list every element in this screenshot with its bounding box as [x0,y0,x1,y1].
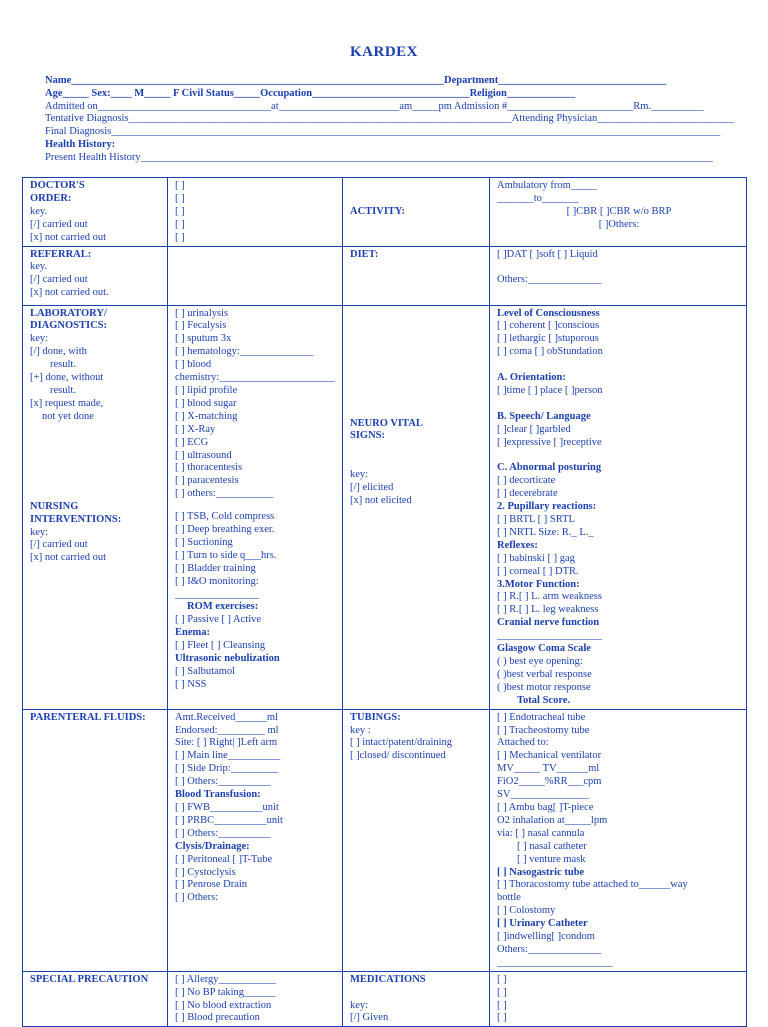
key-text: result. [50,359,76,371]
header-section [45,75,735,165]
precaution-item[interactable]: [ ] Blood precaution [175,1012,260,1024]
checkbox[interactable]: [ ] [175,218,185,230]
urinary-item[interactable]: Others:______________ [497,943,602,955]
loc-option[interactable]: [ ] coherent [ ]conscious [497,320,600,332]
key-text: key : [350,724,371,736]
doctors-order-label: DOCTOR'S [30,180,85,191]
cranial-label: Cranial nerve function [497,617,600,629]
motor-option[interactable]: [ ] R.[ ] L. arm weakness [497,591,602,603]
cbr-options[interactable]: [ ]CBR [ ]CBR w/o BRP [566,205,672,217]
health-history-heading: Health History: [45,138,116,150]
nursing-label-2: INTERVENTIONS: [30,513,122,525]
key-text: not yet done [42,410,94,422]
parenteral-items-cell [168,709,343,971]
posturing-label: C. Abnormal posturing [497,462,602,474]
key-text: [x] not carried out [30,552,107,564]
nursing-item[interactable]: ________________ [175,588,259,600]
clysis-item[interactable]: [ ] Peritoneal [ ]T-Tube [175,853,273,865]
gcs-item[interactable]: ( ) best eye opening: [497,656,583,667]
parenteral-item[interactable]: Endorsed:_________ ml [175,724,279,736]
spacer [497,359,741,372]
special-label-cell [23,971,168,1027]
gcs-item[interactable]: ( )best verbal response [497,668,592,680]
pupillary-option[interactable]: [ ] NRTL Size: R._ L._ [497,526,594,538]
parenteral-label: PARENTERAL FLUIDS: [30,711,146,723]
thoracostomy-item: bottle [497,892,521,904]
referral-label: REFERRAL: [30,248,92,260]
neuro-label-cell [343,305,490,709]
key-text: key. [30,261,48,273]
name-field-row [45,75,735,88]
lab-item[interactable]: [ ] thoracentesis [175,462,243,474]
tubings-items-cell [490,709,747,971]
checkbox[interactable]: [ ] [175,231,185,243]
spacer [30,424,162,501]
key-text: [x] not elicited [350,495,412,507]
tube-item[interactable]: MV_____ TV______ml [497,763,600,775]
tube-item[interactable]: via: [ ] nasal cannula [497,827,585,839]
rom-label: ROM exercises: [187,601,259,613]
tube-item[interactable]: FiO2_____%RR___cpm [497,776,602,788]
tubings-label-cell [343,709,490,971]
special-items-cell [168,971,343,1027]
nursing-item[interactable]: [ ] Deep breathing exer. [175,524,275,536]
transfusion-item[interactable]: [ ] PRBC__________unit [175,814,283,826]
tube-item[interactable]: O2 inhalation at_____lpm [497,814,608,826]
tube-item[interactable]: [ ] Ambu bag[ ]T-piece [497,801,594,813]
ambulatory-from-field[interactable]: Ambulatory from_____ [497,180,598,191]
diet-options[interactable]: [ ]DAT [ ]soft [ ] Liquid [497,248,598,260]
clysis-item[interactable]: [ ] Others: [175,892,219,904]
diet-label-cell [343,246,490,305]
kardex-table [22,177,747,1027]
loc-option[interactable]: [ ] lethargic [ ]stuporous [497,333,599,345]
parenteral-item[interactable]: [ ] Side Drip:_________ [175,763,278,775]
nursing-item[interactable]: [ ] Bladder training [175,562,256,574]
posturing-option[interactable]: [ ] decorticate [497,475,556,487]
checkbox[interactable]: [ ] [497,973,507,985]
motor-option[interactable]: [ ] R.[ ] L. leg weakness [497,604,599,616]
lab-item[interactable]: [ ] hematology:______________ [175,346,314,358]
key-text: [/] carried out [30,539,88,551]
lab-item[interactable]: [ ] ECG [175,436,209,448]
pupillary-option[interactable]: [ ] BRTL [ ] SRTL [497,514,575,526]
cranial-field[interactable]: ____________________ [497,630,602,642]
activity-options-cell [490,178,747,247]
doctors-order-checks-cell [168,178,343,247]
key-text: [/] carried out [30,274,88,286]
key-text: [x] not carried out [30,231,107,243]
orientation-label: A. Orientation: [497,372,566,384]
key-text: [x] not carried out. [30,287,109,299]
gcs-label: Glasgow Coma Scale [497,643,591,655]
key-text: [/] elicited [350,482,394,494]
lab-label: LABORATORY/ [30,307,107,319]
enema-options[interactable]: [ ] Fleet [ ] Cleansing [175,640,266,652]
reflexes-option[interactable]: [ ] corneal [ ] DTR. [497,565,579,577]
posturing-option[interactable]: [ ] decerebrate [497,488,558,500]
lab-items-cell [168,305,343,709]
key-text: [ ] intact/patent/draining [350,737,453,749]
precaution-item[interactable]: [ ] No BP taking______ [175,986,276,998]
nursing-item[interactable]: [ ] I&O monitoring: [175,575,259,587]
key-text: key: [30,526,49,538]
nasogastric-tube[interactable]: [ ] Nasogastric tube [497,866,585,878]
tube-item[interactable]: [ ] Mechanical ventilator [497,750,602,762]
activity-label: ACTIVITY: [350,205,406,217]
checkbox[interactable]: [ ] [497,1012,507,1024]
lab-item[interactable]: [ ] urinalysis [175,307,229,319]
tentative-diagnosis-row[interactable]: Tentative Diagnosis_________________________________________________________________________Attending Physician__________________________ [45,113,734,125]
key-text: [ ]closed/ discontinued [350,750,446,762]
reflexes-option[interactable]: [ ] babinski [ ] gag [497,552,575,564]
nursing-item[interactable]: [ ] Turn to side q___hrs. [175,549,277,561]
spacer [350,308,484,418]
transfusion-item[interactable]: [ ] Others:__________ [175,827,271,839]
diet-others[interactable]: Others:______________ [497,274,602,286]
lab-item[interactable]: [ ] X-matching [175,410,238,422]
lab-label-2: DIAGNOSTICS: [30,320,108,332]
nebulization-option[interactable]: [ ] NSS [175,678,207,690]
nursing-label: NURSING [30,500,79,512]
lab-item[interactable]: [ ] paracentesis [175,475,239,487]
lab-item[interactable]: [ ] Fecalysis [175,320,227,332]
orientation-options[interactable]: [ ]time [ ] place [ ]person [497,384,603,396]
key-text: key: [350,469,369,481]
urinary-item[interactable]: ______________________ [497,956,613,968]
lab-item[interactable]: [ ] blood [175,359,212,371]
neuro-label: NEURO VITAL [350,417,423,429]
checkbox[interactable]: [ ] [497,999,507,1011]
lab-item[interactable]: [ ] ultrasound [175,449,232,461]
special-label: SPECIAL PRECAUTION [30,973,149,985]
clysis-item[interactable]: [ ] Cystoclysis [175,866,236,878]
speech-option[interactable]: [ ]expressive [ ]receptive [497,436,602,448]
neuro-label-2: SIGNS: [350,430,386,442]
lab-item[interactable]: [ ] others:___________ [175,488,274,500]
urinary-item[interactable]: [ ]indwelling[ ]condom [497,931,595,943]
gcs-total: Total Score. [517,694,571,706]
speech-option[interactable]: [ ]clear [ ]garbled [497,423,571,435]
urinary-catheter[interactable]: [ ] Urinary Catheter [497,918,588,930]
precaution-item[interactable]: [ ] Allergy___________ [175,973,277,985]
lab-item[interactable]: [ ] blood sugar [175,397,237,409]
lab-item[interactable]: chemistry:______________________ [175,372,335,384]
ambulatory-to-field[interactable]: _______to_______ [497,192,579,204]
diet-options-cell [490,246,747,305]
present-health-history-row[interactable]: Present Health History_____________________________________________________________________________________________________________ [45,151,713,163]
pupillary-label: 2. Pupillary reactions: [497,501,597,513]
tube-item[interactable]: [ ] Tracheostomy tube [497,724,590,736]
clysis-item[interactable]: [ ] Penrose Drain [175,879,248,891]
speech-label: B. Speech/ Language [497,410,591,422]
key-text: [/] done, with [30,346,87,358]
spacer [497,398,741,411]
spacer [350,443,484,469]
gcs-item[interactable]: ( )best motor response [497,681,591,693]
key-text: key. [30,205,48,217]
clysis-label: Clysis/Drainage: [175,840,250,852]
department-field[interactable]: Department________________________________ [444,75,667,86]
parenteral-row [23,709,747,971]
thoracostomy-item[interactable]: [ ] Thoracostomy tube attached to______way [497,879,688,891]
lab-item[interactable]: [ ] lipid profile [175,384,238,396]
spacer [497,450,741,463]
final-diagnosis-row[interactable]: Final Diagnosis____________________________________________________________________________________________________________________ [45,126,721,138]
admitted-row[interactable]: Admitted on_________________________________at_______________________am_____pm Admission #________________________Rm.__________ [45,100,704,112]
transfusion-item[interactable]: [ ] FWB__________unit [175,801,279,813]
key-text: key: [350,999,369,1011]
key-text: [x] request made, [30,397,104,409]
activity-others[interactable]: [ ]Others: [598,218,640,230]
tube-item[interactable]: [ ] nasal catheter [517,840,587,852]
key-text: [+] done, without [30,372,104,384]
spacer [497,261,741,274]
checkbox[interactable]: [ ] [497,986,507,998]
loc-option[interactable]: [ ] coma [ ] obStundation [497,346,603,358]
key-text: [/] carried out [30,218,88,230]
lab-item[interactable]: [ ] sputum 3x [175,333,232,345]
spacer [350,987,484,1000]
parenteral-item[interactable]: [ ] Main line__________ [175,750,281,762]
parenteral-item[interactable]: Amt.Received______ml [175,711,278,723]
checkbox[interactable]: [ ] [175,192,185,204]
special-precaution-row [23,971,747,1027]
checkbox[interactable]: [ ] [175,205,185,217]
age-sex-row[interactable]: Age_____ Sex:____ M_____ F Civil Status_____Occupation______________________________Religion_____________ [45,87,576,99]
enema-label: Enema: [175,627,210,639]
tubings-label: TUBINGS: [350,711,401,723]
referral-row [23,246,747,305]
tube-item[interactable]: [ ] Endotracheal tube [497,711,586,723]
checkbox[interactable]: [ ] [175,180,185,191]
laboratory-row [23,305,747,709]
activity-label-cell [343,178,490,247]
nursing-item[interactable]: [ ] Suctioning [175,536,233,548]
diet-label: DIET: [350,248,379,260]
parenteral-item[interactable]: Site: [ ] Right| ]Left arm [175,737,278,749]
reflexes-label: Reflexes: [497,539,538,551]
referral-label-cell [23,246,168,305]
doctors-order-label-cell [23,178,168,247]
motor-label: 3.Motor Function: [497,578,580,590]
nebulization-option[interactable]: [ ] Salbutamol [175,666,236,677]
loc-label: Level of Consciousness [497,307,600,319]
colostomy-item[interactable]: [ ] Colostomy [497,905,556,917]
transfusion-label: Blood Transfusion: [175,789,261,801]
lab-item[interactable]: [ ] X-Ray [175,423,216,435]
tube-item[interactable]: [ ] venture mask [517,853,586,865]
nebulization-label: Ultrasonic nebulization [175,653,280,665]
page-title: KARDEX [349,44,418,60]
medications-label: MEDICATIONS [350,973,426,985]
medications-label-cell [343,971,490,1027]
parenteral-item[interactable]: [ ] Others:__________ [175,776,271,788]
precaution-item[interactable]: [ ] No blood extraction [175,999,272,1011]
doctors-order-row [23,178,747,247]
doctors-order-label-2: ORDER: [30,192,72,204]
key-text: result. [50,384,76,396]
spacer [175,501,337,511]
lab-label-cell [23,305,168,709]
referral-entry-cell[interactable] [168,246,343,305]
key-text: key: [30,333,49,345]
rom-options[interactable]: [ ] Passive [ ] Active [175,614,262,626]
tube-item[interactable]: SV_______________ [497,789,590,801]
medications-checks-cell [490,971,747,1027]
tube-item: Attached to: [497,737,549,749]
parenteral-label-cell [23,709,168,971]
key-text: [/] Given [350,1012,389,1024]
neuro-items-cell [490,305,747,709]
name-field[interactable]: Name_______________________________________________________________________ [45,75,444,86]
nursing-item[interactable]: [ ] TSB, Cold compress [175,511,275,523]
